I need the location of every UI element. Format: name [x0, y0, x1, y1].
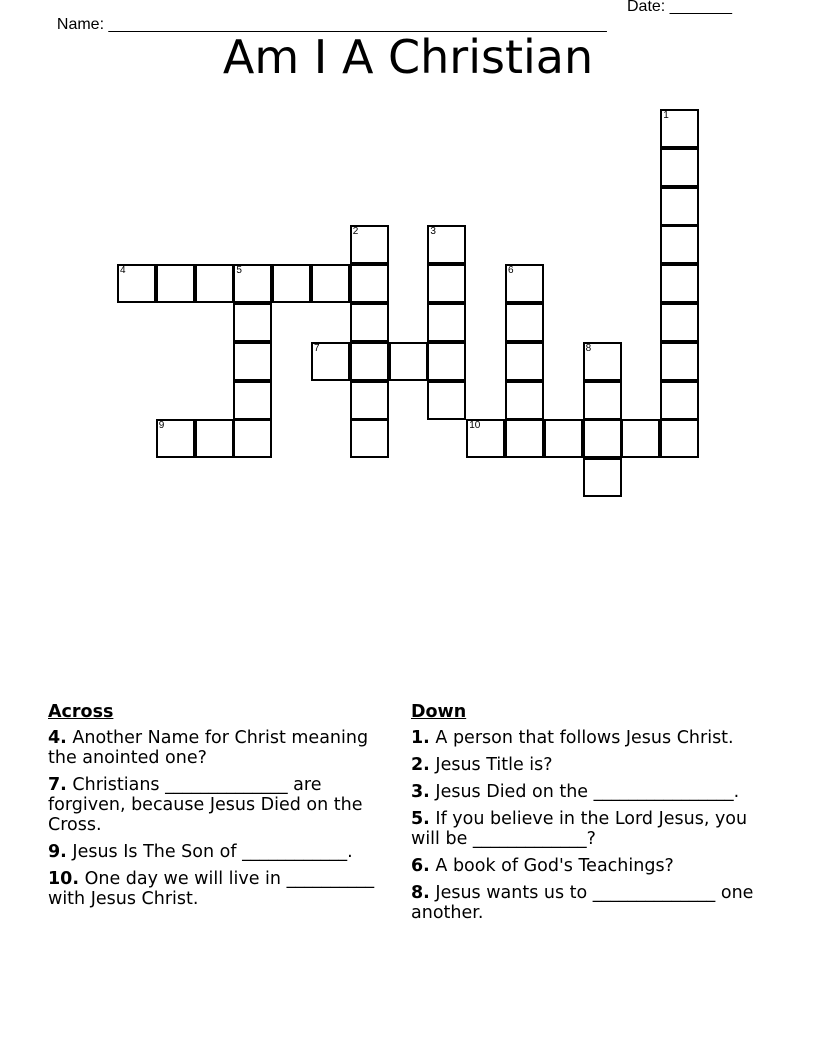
clue-number: 8. — [411, 883, 430, 903]
clue-text: Jesus Is The Son of ____________. — [72, 842, 353, 862]
crossword-cell[interactable] — [505, 381, 544, 420]
clue-number: 9. — [48, 842, 67, 862]
crossword-cell[interactable] — [621, 419, 660, 458]
clue-number: 10. — [48, 869, 80, 889]
crossword-cell[interactable] — [233, 264, 272, 303]
clue-number: 5. — [411, 809, 430, 829]
clue-number: 3. — [411, 782, 430, 802]
crossword-cell[interactable] — [427, 381, 466, 420]
clue-text: If you believe in the Lord Jesus, you will be _____________? — [411, 809, 748, 849]
crossword-cell[interactable] — [583, 458, 622, 497]
crossword-cell[interactable] — [233, 419, 272, 458]
crossword-cell[interactable] — [427, 342, 466, 381]
crossword-cell[interactable] — [583, 342, 622, 381]
cell-number: 2 — [352, 226, 359, 238]
crossword-cell[interactable] — [350, 225, 389, 264]
crossword-cell[interactable] — [660, 148, 699, 187]
crossword-cell[interactable] — [583, 419, 622, 458]
clue-down-8 — [411, 883, 756, 923]
clue-text: A person that follows Jesus Christ. — [435, 728, 734, 748]
cell-number: 4 — [120, 265, 126, 277]
crossword-cell[interactable] — [350, 264, 389, 303]
crossword-cell[interactable] — [544, 419, 583, 458]
clue-across-4 — [48, 728, 398, 768]
crossword-cell[interactable] — [427, 264, 466, 303]
crossword-cell[interactable] — [660, 187, 699, 226]
clue-number: 4. — [48, 728, 67, 748]
clue-number: 6. — [411, 856, 430, 876]
cell-number: 1 — [663, 110, 669, 121]
crossword-cell[interactable] — [350, 381, 389, 420]
across-clues — [48, 702, 398, 916]
crossword-cell[interactable] — [660, 109, 699, 148]
clue-number: 7. — [48, 775, 67, 795]
crossword-cell[interactable] — [195, 419, 234, 458]
crossword-cell[interactable] — [350, 419, 389, 458]
clue-across-9 — [48, 842, 398, 862]
crossword-cell[interactable] — [156, 264, 195, 303]
crossword-cell[interactable] — [117, 264, 156, 303]
clue-down-2 — [411, 755, 756, 775]
across-heading: Across — [48, 702, 114, 722]
clue-down-3 — [411, 782, 756, 802]
crossword-cell[interactable] — [583, 381, 622, 420]
cell-number: 9 — [158, 420, 165, 432]
crossword-cell[interactable] — [660, 303, 699, 342]
page-title: Am I A Christian — [222, 30, 594, 84]
clue-text: Christians ______________ are forgiven, because Jesus Died on the Cross. — [48, 775, 363, 835]
clue-text: Jesus Title is? — [435, 755, 553, 775]
crossword-cell[interactable] — [233, 303, 272, 342]
crossword-cell[interactable] — [311, 342, 350, 381]
clue-text: Jesus wants us to ______________ one another. — [411, 883, 754, 923]
crossword-cell[interactable] — [466, 419, 505, 458]
crossword-cell[interactable] — [389, 342, 428, 381]
crossword-cell[interactable] — [272, 264, 311, 303]
cell-number: 7 — [314, 342, 320, 354]
clue-number: 1. — [411, 728, 430, 748]
crossword-cell[interactable] — [505, 303, 544, 342]
crossword-cell[interactable] — [233, 381, 272, 420]
cell-number: 10 — [469, 420, 481, 432]
clue-down-1 — [411, 728, 756, 748]
cell-number: 6 — [508, 265, 514, 277]
clue-down-5 — [411, 809, 756, 849]
crossword-cell[interactable] — [195, 264, 234, 303]
down-heading: Down — [411, 702, 467, 722]
crossword-cell[interactable] — [350, 342, 389, 381]
clue-text: A book of God's Teachings? — [435, 856, 674, 876]
clue-text: One day we will live in __________ with Jesus Christ. — [48, 869, 375, 909]
cell-number: 8 — [585, 342, 592, 354]
crossword-cell[interactable] — [660, 342, 699, 381]
name-field-label[interactable]: Name: ________________________________________________________ — [56, 16, 607, 33]
date-field-label[interactable]: Date: _______ — [627, 0, 732, 15]
crossword-cell[interactable] — [660, 381, 699, 420]
crossword-cell[interactable] — [660, 225, 699, 264]
crossword-cell[interactable] — [350, 303, 389, 342]
crossword-cell[interactable] — [233, 342, 272, 381]
crossword-cell[interactable] — [660, 419, 699, 458]
clue-text: Another Name for Christ meaning the anointed one? — [48, 728, 369, 768]
crossword-cell[interactable] — [505, 342, 544, 381]
clue-down-6 — [411, 856, 756, 876]
clue-across-7 — [48, 775, 398, 835]
crossword-cell[interactable] — [311, 264, 350, 303]
crossword-cell[interactable] — [505, 264, 544, 303]
cell-number: 5 — [236, 265, 242, 277]
clue-number: 2. — [411, 755, 430, 775]
crossword-cell[interactable] — [427, 225, 466, 264]
crossword-cell[interactable] — [156, 419, 195, 458]
clue-across-10 — [48, 869, 398, 909]
clue-text: Jesus Died on the ________________. — [435, 782, 740, 802]
crossword-cell[interactable] — [505, 419, 544, 458]
down-clues — [411, 702, 756, 930]
crossword-cell[interactable] — [427, 303, 466, 342]
cell-number: 3 — [430, 226, 436, 238]
crossword-cell[interactable] — [660, 264, 699, 303]
